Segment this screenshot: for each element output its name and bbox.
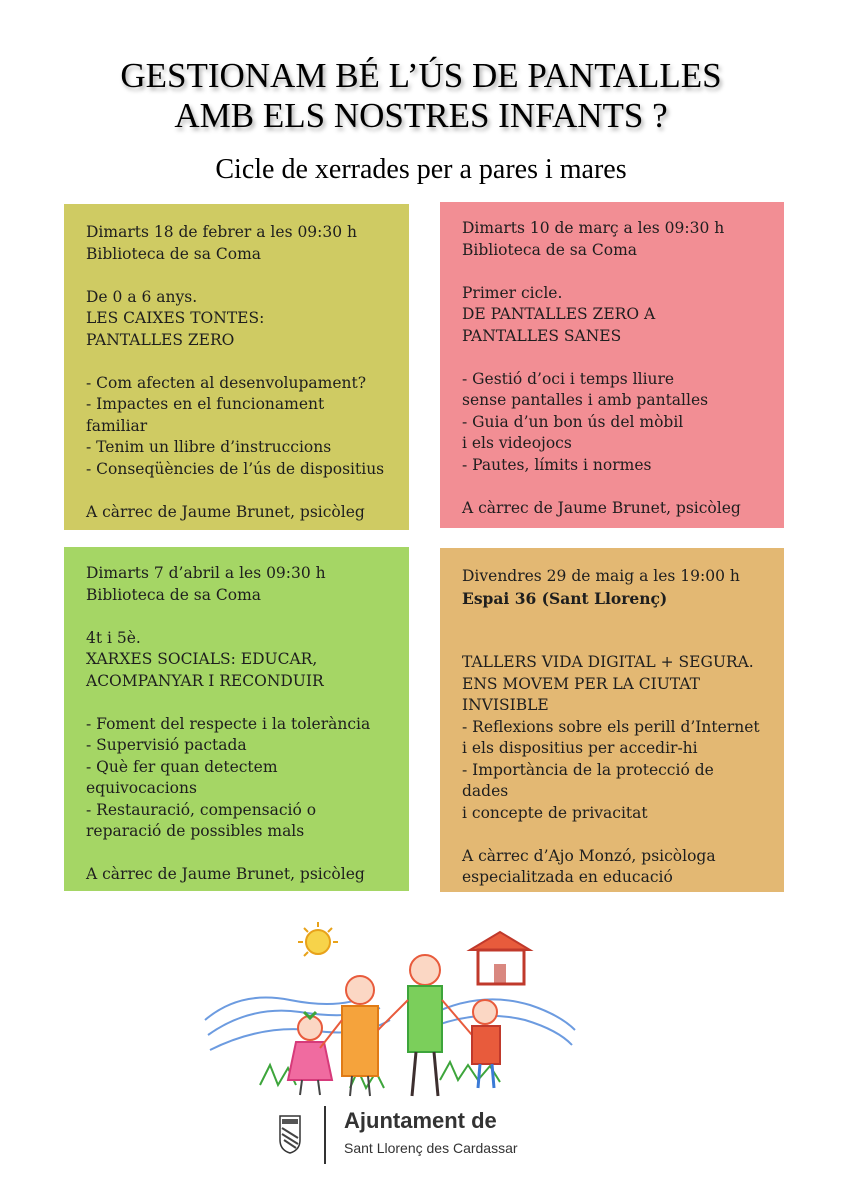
session-card-4 (440, 548, 784, 892)
session-line: 4t i 5è. (86, 628, 141, 647)
session-line: - Tenim un llibre d’instruccions (86, 438, 332, 456)
title-line-1: GESTIONAM BÉ L’ÚS DE PANTALLES (120, 56, 722, 95)
session-place: Biblioteca de sa Coma (462, 240, 638, 259)
session-line: DE PANTALLES ZERO A (462, 305, 656, 323)
family-drawing-illustration (200, 920, 580, 1100)
footer-divider (324, 1106, 326, 1164)
session-speaker: A càrrec de Jaume Brunet, psicòleg (86, 502, 365, 521)
session-line: De 0 a 6 anys. (86, 287, 198, 306)
page-subtitle: Cicle de xerrades per a pares i mares (215, 154, 627, 185)
session-line: - Reflexions sobre els perill d’Internet (462, 717, 760, 736)
session-line: i els dispositius per accedir-hi (462, 739, 698, 757)
session-line: - Guia d’un bon ús del mòbil (462, 412, 684, 431)
sun-icon (298, 922, 338, 956)
session-line: sense pantalles i amb pantalles (462, 391, 709, 409)
session-date: Dimarts 7 d’abril a les 09:30 h (86, 564, 326, 582)
session-line: - Impactes en el funcionament familiar (86, 395, 325, 435)
session-line: PANTALLES ZERO (86, 330, 235, 349)
session-line: - Com afecten al desenvolupament? (86, 373, 367, 392)
session-place: Biblioteca de sa Coma (86, 585, 262, 604)
session-line: - Què fer quan detectem equivocacions (86, 757, 278, 797)
page-title (40, 56, 802, 136)
session-speaker: A càrrec de Jaume Brunet, psicòleg (462, 498, 741, 517)
title-line-2: AMB ELS NOSTRES INFANTS ? (174, 96, 668, 135)
session-date: Dimarts 18 de febrer a les 09:30 h (86, 223, 358, 241)
session-line: - Foment del respecte i la tolerància (86, 714, 371, 733)
session-line: LES CAIXES TONTES: (86, 309, 265, 327)
municipal-crest-icon (278, 1114, 302, 1154)
house-icon (470, 932, 530, 984)
session-line: ACOMPANYAR I RECONDUIR (86, 671, 324, 690)
session-line: reparació de possibles mals (86, 822, 305, 840)
session-line: - Supervisió pactada (86, 736, 247, 754)
session-place: Biblioteca de sa Coma (86, 244, 262, 263)
session-line: - Restauració, compensació o (86, 800, 317, 819)
session-speaker: A càrrec d’Ajo Monzó, psicòloga (462, 846, 716, 865)
session-line: i concepte de privacitat (462, 803, 648, 822)
session-line: PANTALLES SANES (462, 326, 622, 345)
session-line: INVISIBLE (462, 696, 549, 714)
session-line: - Gestió d’oci i temps lliure (462, 369, 675, 388)
session-line: i els videojocs (462, 434, 572, 452)
session-date: Divendres 29 de maig a les 19:00 h (462, 567, 740, 585)
session-place: Espai 36 (Sant Llorenç) (462, 588, 668, 608)
session-line: TALLERS VIDA DIGITAL + SEGURA. (462, 653, 754, 671)
footer-org-subtitle: Sant Llorenç des Cardassar (344, 1140, 518, 1156)
municipality-footer (270, 1102, 590, 1168)
sky-scribble (205, 995, 575, 1050)
session-line: Primer cicle. (462, 283, 563, 302)
session-line: - Importància de la protecció de dades (462, 760, 714, 800)
session-speaker: especialitzada en educació (462, 868, 673, 886)
session-speaker: A càrrec de Jaume Brunet, psicòleg (86, 865, 365, 883)
session-line: - Conseqüències de l’ús de dispositius (86, 459, 385, 478)
footer-org-title: Ajuntament de (344, 1108, 497, 1133)
father-figure (378, 955, 472, 1096)
session-card-3 (64, 547, 409, 891)
session-line: XARXES SOCIALS: EDUCAR, (86, 650, 318, 668)
session-card-2 (440, 202, 784, 528)
session-date: Dimarts 10 de març a les 09:30 h (462, 219, 725, 237)
session-line: - Pautes, límits i normes (462, 455, 652, 474)
session-line: ENS MOVEM PER LA CIUTAT (462, 674, 701, 693)
session-card-1 (64, 204, 409, 530)
